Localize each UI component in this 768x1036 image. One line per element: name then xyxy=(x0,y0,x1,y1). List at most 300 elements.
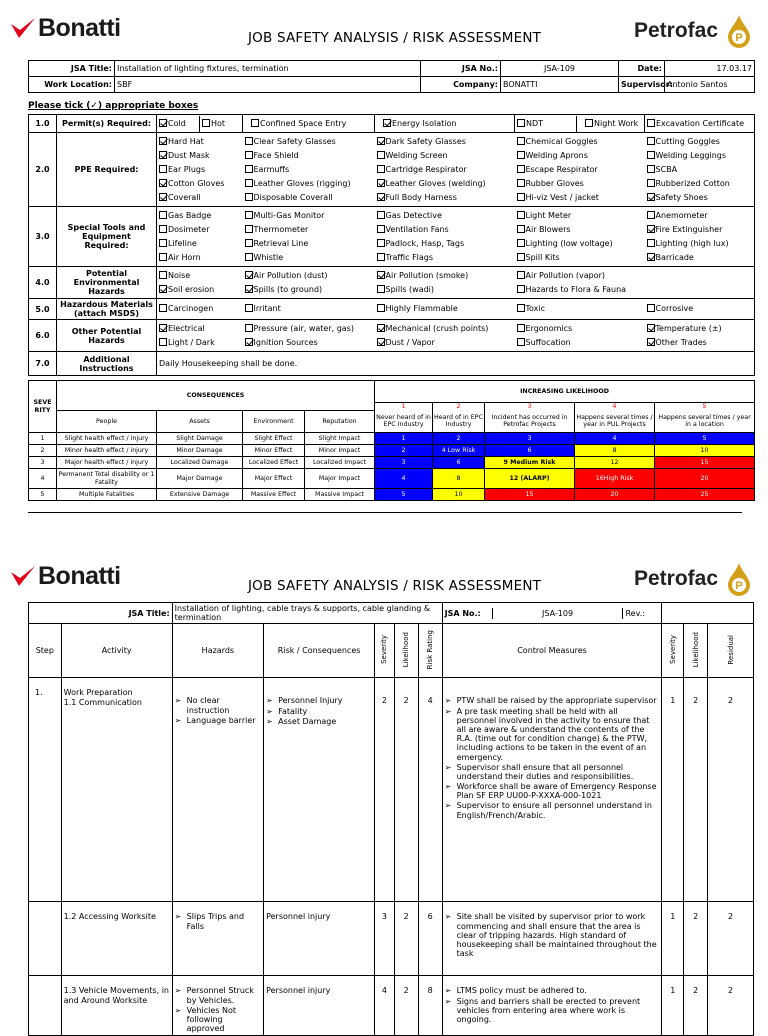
risk-cell: 16High Risk xyxy=(575,469,655,489)
col-step: Step xyxy=(29,624,62,678)
checkbox-icon[interactable] xyxy=(517,239,525,247)
control-measure: ➢ Signs and barriers shall be erected to prevent vehicles from entering area where work is ongoing. xyxy=(445,997,660,1025)
option-label: Confined Space Entry xyxy=(260,118,347,128)
option-label: NDT xyxy=(526,118,544,128)
checkbox-icon[interactable] xyxy=(159,253,167,261)
permit-option-cell xyxy=(515,116,576,132)
col-likelihood: Likelihood xyxy=(394,624,418,678)
option-column xyxy=(157,207,243,267)
checkbox-icon[interactable] xyxy=(517,338,525,346)
additional-instructions: Daily Housekeeping shall be done. xyxy=(157,352,755,376)
option-highly-flammable xyxy=(377,302,513,316)
likelihood-number: 2 xyxy=(433,403,485,411)
option-thermometer xyxy=(245,223,373,237)
asset-consequence: Localized Damage xyxy=(157,457,243,469)
checkbox-icon[interactable] xyxy=(647,151,655,159)
activity-cell xyxy=(61,902,172,976)
checkbox-icon[interactable] xyxy=(245,179,253,187)
checkbox-icon[interactable] xyxy=(517,225,525,233)
option-leather-gloves-welding xyxy=(377,177,513,191)
reputation-consequence: Localized Impact xyxy=(305,457,375,469)
option-scba xyxy=(647,163,753,177)
option-label: Whistle xyxy=(253,252,284,262)
option-label: Cutting Goggles xyxy=(655,136,720,146)
section-label: Other Potential Hazards xyxy=(57,320,157,352)
option-dust-vapor xyxy=(377,336,513,350)
likelihood-description: Incident has occurred in Petrofac Projects xyxy=(485,411,575,433)
rating-rr: 8 xyxy=(418,976,442,1036)
option-label: Irritant xyxy=(253,304,281,314)
checkbox-icon[interactable] xyxy=(517,211,525,219)
checkbox-icon[interactable] xyxy=(647,338,655,346)
checkbox-icon[interactable] xyxy=(377,211,385,219)
option-hazards-to-flora-fauna xyxy=(517,283,643,297)
option-label: Anemometer xyxy=(655,210,708,220)
option-full-body-harness xyxy=(377,191,513,205)
hazards-cell xyxy=(172,976,263,1036)
checkbox-icon[interactable] xyxy=(377,239,385,247)
checkbox-icon[interactable] xyxy=(245,225,253,233)
option-label: Hazards to Flora & Fauna xyxy=(525,284,627,294)
checkbox-icon[interactable] xyxy=(647,165,655,173)
option-rubber-gloves xyxy=(517,177,643,191)
option-multi-gas-monitor xyxy=(245,209,373,223)
checkbox-icon[interactable] xyxy=(245,271,253,279)
checkbox-icon[interactable] xyxy=(159,151,167,159)
option-column xyxy=(243,133,375,207)
checkbox-icon[interactable] xyxy=(585,119,593,127)
checkbox-icon[interactable] xyxy=(517,119,525,127)
petrofac-logo: Petrofac P xyxy=(634,562,752,596)
checkbox-icon[interactable] xyxy=(159,137,167,145)
checkbox-icon[interactable] xyxy=(377,271,385,279)
risk-cell: 1 xyxy=(375,433,433,445)
severity-value: 3 xyxy=(29,457,57,469)
sheet-header xyxy=(0,548,768,600)
controls-cell xyxy=(442,976,662,1036)
option-column xyxy=(375,299,515,320)
risk-cell: 10 xyxy=(433,489,485,501)
option-label: Padlock, Hasp, Tags xyxy=(385,238,465,248)
jsa2-rev-label: Rev.: xyxy=(625,608,645,618)
checkbox-icon[interactable] xyxy=(377,165,385,173)
option-label: Energy Isolation xyxy=(392,118,457,128)
option-air-blowers xyxy=(517,223,643,237)
option-column xyxy=(243,207,375,267)
people-consequence: Minor health effect / injury xyxy=(57,445,157,457)
checkbox-icon[interactable] xyxy=(245,137,253,145)
section-number: 7.0 xyxy=(29,352,57,376)
checkbox-icon[interactable] xyxy=(159,225,167,233)
risk-cell: 20 xyxy=(655,469,755,489)
option-empty xyxy=(647,283,753,297)
hazard-item: ➢ Vehicles Not following approved xyxy=(175,1006,261,1034)
option-hot xyxy=(202,117,240,131)
checkbox-icon[interactable] xyxy=(245,165,253,173)
option-coverall xyxy=(159,191,241,205)
option-spills-to-ground xyxy=(245,283,373,297)
option-dust-mask xyxy=(159,149,241,163)
option-hard-hat xyxy=(159,135,241,149)
supervisor-value: Antonio Santos xyxy=(665,77,755,93)
risk-cell: 2 xyxy=(375,445,433,457)
checkbox-icon[interactable] xyxy=(159,324,167,332)
option-dark-safety-glasses xyxy=(377,135,513,149)
step-number xyxy=(29,976,62,1036)
control-measure: ➢ Supervisor to ensure all personnel understand in English/French/Arabic. xyxy=(445,801,660,819)
option-label: Ear Plugs xyxy=(168,164,206,174)
option-column xyxy=(375,267,515,299)
option-label: Chemical Goggles xyxy=(525,136,598,146)
option-label: Multi-Gas Monitor xyxy=(253,210,325,220)
supervisor-label: Supervisor: xyxy=(619,77,665,93)
jsa-no-value: JSA-109 xyxy=(501,61,619,77)
option-whistle xyxy=(245,251,373,265)
option-column xyxy=(645,267,755,299)
option-label: Leather Gloves (welding) xyxy=(385,178,486,188)
option-carcinogen xyxy=(159,302,241,316)
option-label: Lifeline xyxy=(168,238,197,248)
option-label: Safety Shoes xyxy=(655,192,708,202)
checkbox-icon[interactable] xyxy=(159,179,167,187)
option-label: Highly Flammable xyxy=(385,304,458,314)
rating-sev: 2 xyxy=(375,678,395,902)
option-ergonomics xyxy=(517,322,643,336)
option-label: Gas Badge xyxy=(168,210,212,220)
checkbox-icon[interactable] xyxy=(159,211,167,219)
checkbox-icon[interactable] xyxy=(377,324,385,332)
risk-cell: 8 xyxy=(575,445,655,457)
hazard-item: ➢ Language barrier xyxy=(175,716,261,725)
option-safety-shoes xyxy=(647,191,753,205)
checkbox-icon[interactable] xyxy=(245,151,253,159)
jsa2-no-label: JSA No.: xyxy=(443,608,493,619)
checkbox-icon[interactable] xyxy=(647,179,655,187)
option-label: Welding Leggings xyxy=(655,150,727,160)
hazard-item: ➢ No clear instruction xyxy=(175,696,261,714)
checkbox-icon[interactable] xyxy=(517,193,525,201)
permit-cell xyxy=(515,115,645,133)
checkbox-icon[interactable] xyxy=(517,165,525,173)
permit-option-cell xyxy=(375,116,514,132)
checkbox-icon[interactable] xyxy=(647,119,655,127)
activity-text: 1.3 Vehicle Movements, in and Around Worksite xyxy=(63,986,169,1005)
section-tools xyxy=(29,207,755,267)
option-suffocation xyxy=(517,336,643,350)
checkbox-icon[interactable] xyxy=(377,338,385,346)
step-number xyxy=(29,902,62,976)
bonatti-mark-icon xyxy=(10,564,36,590)
likelihood-number: 3 xyxy=(485,403,575,411)
risk-cell: 12 (ALARP) xyxy=(485,469,575,489)
option-label: Hi-viz Vest / jacket xyxy=(525,192,599,202)
option-column xyxy=(157,299,243,320)
option-retrieval-line xyxy=(245,237,373,251)
checkbox-icon[interactable] xyxy=(383,119,391,127)
option-other-trades xyxy=(647,336,753,350)
checkbox-icon[interactable] xyxy=(647,211,655,219)
option-label: Coverall xyxy=(168,192,201,202)
consequence-column-header: Reputation xyxy=(305,411,375,433)
checkbox-icon[interactable] xyxy=(517,151,525,159)
option-ear-plugs xyxy=(159,163,241,177)
checkbox-icon[interactable] xyxy=(245,324,253,332)
risk-cell: 6 xyxy=(485,445,575,457)
activity-cell xyxy=(61,976,172,1036)
activity-row xyxy=(29,678,754,902)
option-leather-gloves-rigging xyxy=(245,177,373,191)
option-label: Temperature (±) xyxy=(655,323,722,333)
checkbox-icon[interactable] xyxy=(245,193,253,201)
option-label: Other Trades xyxy=(655,337,707,347)
jsa-activity-sheet xyxy=(0,548,768,1034)
checkbox-icon[interactable] xyxy=(251,119,259,127)
option-label: Traffic Flags xyxy=(385,252,434,262)
risk-cell xyxy=(264,976,375,1036)
checkbox-icon[interactable] xyxy=(377,253,385,261)
permit-option-cell xyxy=(645,116,754,132)
option-label: Dust / Vapor xyxy=(385,337,435,347)
col-risk-rating: Risk Rating xyxy=(418,624,442,678)
jsa-checklist-table xyxy=(28,114,755,376)
option-column xyxy=(375,320,515,352)
rating-lik: 2 xyxy=(394,902,418,976)
option-padlock-hasp-tags xyxy=(377,237,513,251)
checkbox-icon[interactable] xyxy=(377,137,385,145)
permit-option-cell xyxy=(157,116,199,132)
checkbox-icon[interactable] xyxy=(517,137,525,145)
option-label: Light Meter xyxy=(525,210,572,220)
checkbox-icon[interactable] xyxy=(159,165,167,173)
option-label: Cartridge Respirator xyxy=(385,164,467,174)
hazard-item: ➢ Slips Trips and Falls xyxy=(175,912,261,930)
checkbox-icon[interactable] xyxy=(377,285,385,293)
hazard-item: ➢ Personnel Struck by Vehicles. xyxy=(175,986,261,1004)
section-label: Hazardous Materials (attach MSDS) xyxy=(57,299,157,320)
work-location-label: Work Location: xyxy=(29,77,115,93)
option-label: Carcinogen xyxy=(168,304,214,314)
checkbox-icon[interactable] xyxy=(647,225,655,233)
option-column xyxy=(515,320,645,352)
checkbox-icon[interactable] xyxy=(647,239,655,247)
checkbox-icon[interactable] xyxy=(517,324,525,332)
permit-cell xyxy=(157,115,243,133)
consequence-column-header: Assets xyxy=(157,411,243,433)
bonatti-logo: Bonatti xyxy=(10,14,121,43)
checkbox-icon[interactable] xyxy=(377,151,385,159)
rating-sev: 3 xyxy=(375,902,395,976)
option-label: Air Pollution (dust) xyxy=(253,270,328,280)
option-label: Disposable Coverall xyxy=(253,192,333,202)
petrofac-logo: Petrofac P xyxy=(634,14,752,48)
jsa-no-label: JSA No.: xyxy=(421,61,501,77)
control-measure: ➢ PTW shall be raised by the appropriate supervisor xyxy=(445,696,660,705)
people-consequence: Slight health effect / injury xyxy=(57,433,157,445)
checkbox-icon[interactable] xyxy=(159,271,167,279)
option-label: SCBA xyxy=(655,164,678,174)
permit-option-cell xyxy=(243,116,374,132)
option-welding-aprons xyxy=(517,149,643,163)
checkbox-icon[interactable] xyxy=(647,137,655,145)
checkbox-icon[interactable] xyxy=(245,211,253,219)
option-column xyxy=(515,207,645,267)
option-label: Thermometer xyxy=(253,224,309,234)
risk-matrix xyxy=(28,380,755,501)
col-controls: Control Measures xyxy=(442,624,662,678)
option-label: Face Shield xyxy=(253,150,299,160)
option-column xyxy=(243,299,375,320)
option-label: Welding Aprons xyxy=(525,150,588,160)
option-label: Air Horn xyxy=(168,252,201,262)
option-label: Retrieval Line xyxy=(253,238,309,248)
option-label: Escape Respirator xyxy=(525,164,598,174)
checkbox-icon[interactable] xyxy=(245,304,253,312)
option-label: Cold xyxy=(168,118,186,128)
permit-option-cell xyxy=(576,116,644,132)
checkbox-icon[interactable] xyxy=(647,253,655,261)
people-consequence: Major health effect / injury xyxy=(57,457,157,469)
checkbox-icon[interactable] xyxy=(377,193,385,201)
checkbox-icon[interactable] xyxy=(245,285,253,293)
option-label: Barricade xyxy=(655,252,694,262)
checkbox-icon[interactable] xyxy=(245,239,253,247)
option-label: Night Work xyxy=(594,118,639,128)
control-measure: ➢ Supervisor shall ensure that all personnel understand their duties and responsibilities. xyxy=(445,763,660,781)
option-gas-badge xyxy=(159,209,241,223)
checkbox-icon[interactable] xyxy=(517,253,525,261)
checkbox-icon[interactable] xyxy=(517,179,525,187)
residual-lik2: 2 xyxy=(684,678,708,902)
section-env xyxy=(29,267,755,299)
jsa2-no-cell xyxy=(442,603,662,624)
checkbox-icon[interactable] xyxy=(647,193,655,201)
risk-cell: 4 xyxy=(375,469,433,489)
checkbox-icon[interactable] xyxy=(377,225,385,233)
option-label: Lighting (low voltage) xyxy=(525,238,613,248)
option-label: Excavation Certificate xyxy=(656,118,745,128)
option-spill-kits xyxy=(517,251,643,265)
option-dosimeter xyxy=(159,223,241,237)
activity-row xyxy=(29,976,754,1036)
option-cold xyxy=(159,117,197,131)
checkbox-icon[interactable] xyxy=(377,304,385,312)
checkbox-icon[interactable] xyxy=(517,285,525,293)
option-label: Suffocation xyxy=(525,337,571,347)
option-cotton-gloves xyxy=(159,177,241,191)
checkbox-icon[interactable] xyxy=(159,193,167,201)
section-number: 3.0 xyxy=(29,207,57,267)
company-label: Company: xyxy=(421,77,501,93)
checkbox-icon[interactable] xyxy=(202,119,210,127)
reputation-consequence: Minor Impact xyxy=(305,445,375,457)
permit-group xyxy=(515,116,644,132)
checkbox-icon[interactable] xyxy=(245,338,253,346)
risk-cell: 15 xyxy=(485,489,575,501)
checkbox-icon[interactable] xyxy=(517,271,525,279)
option-column xyxy=(645,299,755,320)
option-hi-viz-vest-jacket xyxy=(517,191,643,205)
risk-cell: 3 xyxy=(485,433,575,445)
jsa2-title-label: JSA Title: xyxy=(29,603,173,624)
likelihood-number: 5 xyxy=(655,403,755,411)
section-number: 1.0 xyxy=(29,115,57,133)
checkbox-icon[interactable] xyxy=(159,304,167,312)
permit-group xyxy=(157,116,242,132)
checkbox-icon[interactable] xyxy=(159,239,167,247)
work-location-value: SBF xyxy=(115,77,421,93)
residual-value: 2 xyxy=(708,902,754,976)
residual-lik2: 2 xyxy=(684,976,708,1036)
checkbox-icon[interactable] xyxy=(245,253,253,261)
option-label: Cotton Gloves xyxy=(168,178,225,188)
bonatti-mark-icon xyxy=(10,16,36,42)
option-label: Dust Mask xyxy=(168,150,210,160)
option-confined-space-entry xyxy=(251,117,372,131)
matrix-header-row xyxy=(29,381,755,403)
risk-item: ➢ Personnel Injury xyxy=(266,696,372,705)
option-label: Spill Kits xyxy=(525,252,560,262)
section-number: 6.0 xyxy=(29,320,57,352)
col-severity: Severity xyxy=(375,624,395,678)
risk-item: ➢ Fatality xyxy=(266,707,372,716)
option-label: Rubberized Cotton xyxy=(655,178,730,188)
option-label: Corrosive xyxy=(655,304,694,314)
jsa2-no-value: JSA-109 xyxy=(493,608,624,619)
section-label: Permit(s) Required: xyxy=(57,115,157,133)
option-mechanical-crush-points xyxy=(377,322,513,336)
checkbox-icon[interactable] xyxy=(517,304,525,312)
risk-cell: 5 xyxy=(375,489,433,501)
option-label: Air Pollution (vapor) xyxy=(525,270,605,280)
consequences-header: CONSEQUENCES xyxy=(57,381,375,411)
document-title: JOB SAFETY ANALYSIS / RISK ASSESSMENT xyxy=(248,30,542,46)
option-label: Toxic xyxy=(525,304,546,314)
checkbox-icon[interactable] xyxy=(647,324,655,332)
checkbox-icon[interactable] xyxy=(159,285,167,293)
risk-cell: 10 xyxy=(655,445,755,457)
asset-consequence: Minor Damage xyxy=(157,445,243,457)
reputation-consequence: Major Impact xyxy=(305,469,375,489)
section-ppe xyxy=(29,133,755,207)
petrofac-drop-icon xyxy=(726,562,752,596)
consequence-column-header: People xyxy=(57,411,157,433)
checkbox-icon[interactable] xyxy=(159,119,167,127)
matrix-subheader-row xyxy=(29,411,755,433)
option-label: Clear Safety Glasses xyxy=(253,136,336,146)
option-label: Dark Safety Glasses xyxy=(385,136,466,146)
likelihood-description: Heard of in EPC Industry xyxy=(433,411,485,433)
checkbox-icon[interactable] xyxy=(647,304,655,312)
option-column xyxy=(243,267,375,299)
likelihood-description: Never heard of in EPC Industry xyxy=(375,411,433,433)
col-activity: Activity xyxy=(61,624,172,678)
option-pressure-air-water-gas xyxy=(245,322,373,336)
permit-group xyxy=(375,116,514,132)
option-air-horn xyxy=(159,251,241,265)
residual-lik2: 2 xyxy=(684,902,708,976)
risk-text: Personnel injury xyxy=(266,912,331,922)
checkbox-icon[interactable] xyxy=(377,179,385,187)
checkbox-icon[interactable] xyxy=(159,338,167,346)
option-escape-respirator xyxy=(517,163,643,177)
option-traffic-flags xyxy=(377,251,513,265)
col-likelihood-2: Likelihood xyxy=(684,624,708,678)
option-column xyxy=(157,267,243,299)
residual-value: 2 xyxy=(708,678,754,902)
control-measure: ➢ LTMS policy must be adhered to. xyxy=(445,986,660,995)
hazards-cell xyxy=(172,678,263,902)
jsa-activity-table xyxy=(28,602,754,1036)
